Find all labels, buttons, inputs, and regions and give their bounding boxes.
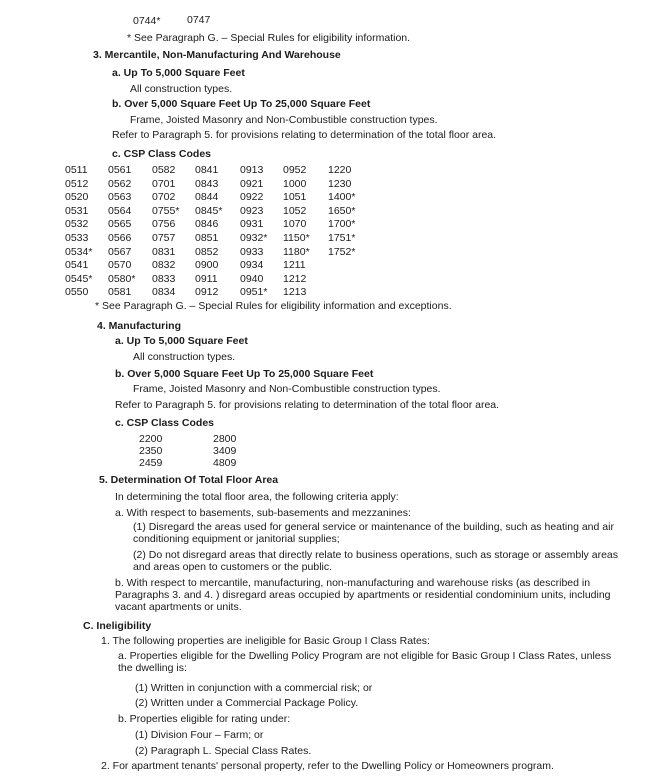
csp-class-code: 0520 [65,191,89,204]
csp-class-code: 0755* [152,204,180,217]
section-5-heading: 5. Determination Of Total Floor Area [99,474,279,486]
section-3b-heading: b. Over 5,000 Square Feet Up To 25,000 Square Feet [112,98,371,110]
csp-class-code: 0932* [240,232,268,244]
csp-class-code: 0512 [65,177,89,190]
csp-class-code: 0701 [152,177,176,190]
section-4a-text: All construction types. [133,351,236,363]
csp-class-code: 1052 [283,204,307,217]
csp-class-code: 1150* [283,232,310,244]
csp-class-code: 0757 [152,232,176,244]
csp-class-code: 0531 [65,204,89,217]
csp-class-code: 1230 [328,177,352,190]
section-3-refer: Refer to Paragraph 5. for provisions relating to determination of the total floor area. [112,129,497,141]
csp-class-code: 4809 [213,457,237,469]
section-3a-heading: a. Up To 5,000 Square Feet [112,67,245,79]
csp-class-code: 0841 [195,164,219,176]
csp-class-code: 1400* [328,191,356,204]
special-rules-note: * See Paragraph G. – Special Rules for eligibility information and exceptions. [95,300,452,312]
csp-class-code: 0832 [152,259,176,272]
csp-class-code: 0933 [240,245,264,258]
csp-class-code: 0911 [195,272,218,285]
csp-class-code: 0851 [195,232,219,244]
csp-class-code: 0702 [152,191,176,204]
csp-class-code: 0756 [152,218,176,231]
special-rules-note: * See Paragraph G. – Special Rules for eligibility information. [127,32,411,44]
csp-class-code: 0922 [240,191,264,204]
section-c1b2: (2) Paragraph L. Special Class Rates. [135,745,312,757]
csp-class-code: 1213 [283,286,307,299]
section-4-heading: 4. Manufacturing [97,320,182,332]
section-5a2: (2) Do not disregard areas that directly relate to business operations, such as storage or assembly areas and areas open to customers or the public. [133,549,618,573]
section-c1a2: (2) Written under a Commercial Package Policy. [135,697,359,709]
csp-class-code: 1650* [328,204,356,217]
csp-class-code: 2800 [213,433,237,445]
csp-class-code: 0534* [65,245,93,258]
csp-class-code: 0952 [283,164,307,176]
csp-class-code: 1220 [328,164,352,176]
section-5-intro: In determining the total floor area, the following criteria apply: [115,491,399,503]
section-4a-heading: a. Up To 5,000 Square Feet [115,335,248,347]
csp-class-code: 0533 [65,232,89,244]
csp-class-code: 0834 [152,286,176,299]
section-4b-heading: b. Over 5,000 Square Feet Up To 25,000 Square Feet [115,368,374,380]
csp-class-code: 0564 [108,204,132,217]
csp-class-code: 0581 [108,286,132,299]
csp-class-code: 0846 [195,218,219,231]
top-code: 0744* [133,15,161,27]
csp-class-code: 0545* [65,272,93,285]
csp-class-code: 0566 [108,232,132,244]
csp-class-code: 1070 [283,218,307,231]
section-4-refer: Refer to Paragraph 5. for provisions relating to determination of the total floor area. [115,399,500,411]
csp-class-code: 2459 [139,457,163,469]
csp-class-code: 0940 [240,272,264,285]
section-5a1: (1) Disregard the areas used for general service or maintenance of the building, such as heating and air conditioning equipment or janitorial supplies; [133,521,614,545]
csp-class-code: 0532 [65,218,89,231]
section-4c-heading: c. CSP Class Codes [115,417,215,429]
csp-class-code: 0934 [240,259,264,272]
csp-class-code: 1180* [283,245,310,258]
csp-class-code: 1212 [283,272,307,285]
csp-class-code: 0562 [108,177,132,190]
csp-class-code: 0843 [195,177,219,190]
section-c1a1: (1) Written in conjunction with a commercial risk; or [135,682,373,694]
section-3b-text: Frame, Joisted Masonry and Non-Combustible construction types. [130,114,438,126]
csp-class-code: 0912 [195,286,219,299]
csp-class-code: 3409 [213,445,237,457]
csp-class-code: 0951* [240,286,268,299]
csp-class-code: 0833 [152,272,176,285]
section-4b-text: Frame, Joisted Masonry and Non-Combustible construction types. [133,383,441,395]
csp-class-code: 2200 [139,433,163,445]
section-3a-text: All construction types. [130,83,233,95]
section-c2: 2. For apartment tenants' personal property, refer to the Dwelling Policy or Homeowners program. [101,760,554,772]
csp-class-code: 1751* [328,232,356,244]
section-c1: 1. The following properties are ineligible for Basic Group I Class Rates: [101,635,430,647]
csp-class-code: 0565 [108,218,132,231]
section-3-heading: 3. Mercantile, Non-Manufacturing And Warehouse [93,49,341,61]
csp-class-code: 1211 [283,259,306,272]
csp-class-code: 0541 [65,259,89,272]
csp-class-code: 0931 [240,218,264,231]
csp-class-code: 0900 [195,259,219,272]
csp-class-code: 0844 [195,191,219,204]
csp-class-code: 0831 [152,245,176,258]
csp-class-code: 0567 [108,245,132,258]
csp-class-code: 1752* [328,245,356,258]
top-code: 0747 [187,14,211,26]
csp-class-code: 1000 [283,177,307,190]
csp-class-code: 1700* [328,218,356,231]
csp-class-code: 0845* [195,204,223,217]
csp-class-code: 0580* [108,272,136,285]
section-c1b1: (1) Division Four – Farm; or [135,729,264,741]
csp-class-code: 0921 [240,177,264,190]
csp-class-code: 2350 [139,445,163,457]
csp-class-code: 1051 [283,191,307,204]
csp-class-code: 0511 [65,164,88,176]
csp-class-code: 0561 [108,164,132,176]
section-c-heading: C. Ineligibility [83,620,152,632]
csp-class-code: 0570 [108,259,132,272]
csp-class-code: 0582 [152,164,176,176]
section-c1a: a. Properties eligible for the Dwelling Policy Program are not eligible for Basic Group I Class Rates, unless the dwelling is: [118,650,612,674]
csp-class-code: 0550 [65,286,89,299]
csp-class-code: 0563 [108,191,132,204]
csp-class-code: 0913 [240,164,264,176]
section-5b: b. With respect to mercantile, manufacturing, non-manufacturing and warehouse risks (as described in Paragraphs 3. and 4. ) disregard areas occupied by apartments or residential condominium units, including vacant apartments or units. [115,577,611,613]
csp-class-code: 0923 [240,204,264,217]
section-c1b: b. Properties eligible for rating under: [118,713,291,725]
csp-class-code: 0852 [195,245,219,258]
section-3c-heading: c. CSP Class Codes [112,148,212,160]
section-5a: a. With respect to basements, sub-basements and mezzanines: [115,507,411,519]
